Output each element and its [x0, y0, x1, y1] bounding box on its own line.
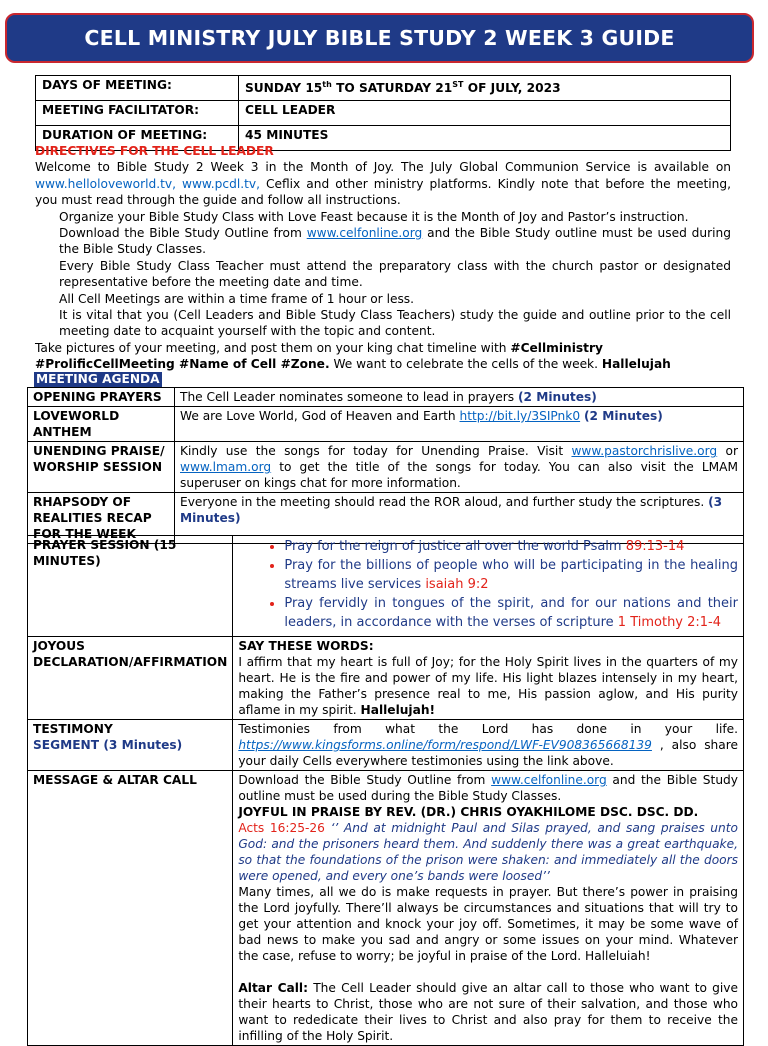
directives-closing: Take pictures of your meeting, and post them on your king chat timeline with #Cellministry #ProlificCellMeeting #Name of Cell #Zone. We want to celebrate the cells of the week. Hallelujah: [35, 340, 671, 372]
prayer-title: PRAYER SESSION (15 MINUTES): [28, 536, 233, 637]
checkbox-glyph-icon: [35, 307, 59, 340]
message-body: Many times, all we do is make requests in prayer. But there’s power in praising the Lord joyfully. There’ll always be circumstances and situations that will try to get your attention and knock your joy off. Sometimes, it may be some wave of bad news to make you sad and angry or some issues on your mind. Whatever the case, refuse to worry; be joyful in praise of the Lord. Halleluiah!: [238, 885, 738, 963]
facilitator-label: MEETING FACILITATOR:: [36, 101, 239, 126]
table-row: [28, 442, 744, 493]
anthem-text: We are Love World, God of Heaven and Earth http://bit.ly/3SIPnk0 (2 Minutes): [175, 407, 744, 442]
lmam-link[interactable]: www.lmam.org: [180, 460, 272, 474]
agenda-label: MEETING AGENDA: [36, 372, 160, 386]
message-text: Download the Bible Study Outline from www.celfonline.org and the Bible Study outline must be used during the Bible Study Classes. JOYFUL IN PRAISE BY REV. (DR.) CHRIS OYAKHILOME DSC. DSC. DD. Acts 16:25-26 ‘’ And at midnight Paul and Silas prayed, and sang praises unto God: and the prisoners heard them. And suddenly there was a great earthquake, so that the foundations of the prison were shaken: and immediately all the doors were opened, and every one’s bands were loosed’’ Many times, all we do is make requests in prayer. But there’s power in praising the Lord joyfully. There’ll always be circumstances and situations that will try to get your attention and knock your joy off. Sometimes, it may be some wave of bad news to make you sad and angry or some issues on your mind. Whatever the case, refuse to worry; be joyful in praise of the Lord. Halleluiah! Altar Call: The Cell Leader should give an altar call to those who want to give their hearts to Christ, those who are not sure of their salvation, and those who want to rededicate their lives to Christ and also pray for them to receive the infilling of the Holy Spirit.: [233, 771, 744, 1046]
message-title: MESSAGE & ALTAR CALL: [28, 771, 233, 1046]
rhapsody-title: RHAPSODY OF REALITIES RECAP FOR THE WEEK: [28, 493, 175, 544]
table-row: [28, 388, 744, 407]
table-row: [36, 76, 731, 101]
celfonline-link[interactable]: www.celfonline.org: [306, 226, 423, 241]
document-title: CELL MINISTRY JULY BIBLE STUDY 2 WEEK 3 GUIDE: [84, 26, 675, 50]
rhapsody-text: Everyone in the meeting should read the ROR aloud, and further study the scriptures. (3 Minutes): [175, 493, 744, 544]
list-item: • Pray fervidly in tongues of the spirit, and for our nations and their leaders, in accordance with the verses of scripture 1 Timothy 2:1-4: [284, 594, 738, 632]
directives-heading: DIRECTIVES FOR THE CELL LEADER: [35, 144, 274, 158]
message-heading: JOYFUL IN PRAISE BY REV. (DR.) CHRIS OYAKHILOME DSC. DSC. DD.: [238, 805, 699, 819]
meeting-details-table: [35, 75, 731, 151]
duration-value: 45 MINUTES: [239, 126, 731, 151]
scripture-quote: Acts 16:25-26 ‘’ And at midnight Paul and Silas prayed, and sang praises unto God: and the prisoners heard them. And suddenly there was a great earthquake, so that the foundations of the prison were shaken: and immediately all the doors were opened, and every one’s bands were loosed’’: [238, 821, 738, 883]
checkbox-glyph-icon: [35, 291, 59, 307]
table-row: [28, 720, 744, 771]
joyous-title: JOYOUS DECLARATION/AFFIRMATION: [28, 637, 233, 720]
opening-text: The Cell Leader nominates someone to lead in prayers (2 Minutes): [175, 388, 744, 407]
prayer-list: [233, 536, 744, 637]
list-item: It is vital that you (Cell Leaders and Bible Study Class Teachers) study the guide and outline prior to the cell meeting date to acquaint yourself with the topic and content.: [35, 307, 731, 340]
list-item: Download the Bible Study Outline from www.celfonline.org and the Bible Study outline must be used during the Bible Study Classes.: [35, 225, 731, 258]
days-value: SUNDAY 15th TO SATURDAY 21ST OF JULY, 2023: [239, 76, 731, 101]
table-row: [36, 101, 731, 126]
platform-links[interactable]: www.helloloveworld.tv, www.pcdl.tv,: [35, 176, 260, 191]
list-item: Every Bible Study Class Teacher must attend the preparatory class with the church pastor or designated representative before the meeting date and time.: [35, 258, 731, 291]
facilitator-value: CELL LEADER: [239, 101, 731, 126]
agenda-table-continued: [27, 535, 744, 1046]
days-label: DAYS OF MEETING:: [36, 76, 239, 101]
joyous-text: SAY THESE WORDS: I affirm that my heart is full of Joy; for the Holy Spirit lives in the quarters of my heart. He is the fire and power of my life. His light blazes intensely in my heart, making the Father’s presence real to me, His passion aglow, and His purity aflame in my spirit. Hallelujah!: [233, 637, 744, 720]
list-item: • Pray for the billions of people who will be participating in the healing streams live services isaiah 9:2: [284, 556, 738, 594]
list-item: • Pray for the reign of justice all over the world Psalm 89:13-14: [284, 537, 738, 556]
directives-intro: Welcome to Bible Study 2 Week 3 in the Month of Joy. The July Global Communion Service is available on www.helloloveworld.tv, www.pcdl.tv, Ceflix and other ministry platforms. Kindly note that before the meeting, you must read through the guide and follow all instructions.: [35, 160, 731, 208]
altar-call: Altar Call: The Cell Leader should give an altar call to those who want to give their hearts to Christ, those who are not sure of their salvation, and those who want to rededicate their lives to Christ and also pray for them to receive the infilling of the Holy Spirit.: [238, 981, 738, 1043]
anthem-title: LOVEWORLD ANTHEM: [28, 407, 175, 442]
list-item: All Cell Meetings are within a time frame of 1 hour or less.: [35, 291, 731, 307]
pastorchrislive-link[interactable]: www.pastorchrislive.org: [571, 444, 718, 458]
checkbox-glyph-icon: [35, 258, 59, 291]
list-item: Organize your Bible Study Class with Love Feast because it is the Month of Joy and Pastor’s instruction.: [35, 209, 731, 225]
testimony-text: Testimonies from what the Lord has done in your life. https://www.kingsforms.online/form/respond/LWF-EV908365668139 , also share your daily Cells everywhere testimonies using the link above.: [233, 720, 744, 771]
table-row: [28, 637, 744, 720]
anthem-link[interactable]: http://bit.ly/3SIPnk0: [459, 409, 581, 423]
opening-title: OPENING PRAYERS: [28, 388, 175, 407]
agenda-table: [27, 387, 744, 544]
table-row: [28, 407, 744, 442]
checkbox-glyph-icon: [35, 225, 59, 258]
celfonline-link[interactable]: www.celfonline.org: [491, 773, 607, 787]
title-banner: [5, 13, 754, 63]
checkbox-glyph-icon: [35, 209, 59, 225]
table-row: [28, 536, 744, 637]
praise-title: UNENDING PRAISE/ WORSHIP SESSION: [28, 442, 175, 493]
directives-section: [35, 143, 731, 373]
kingsforms-link[interactable]: https://www.kingsforms.online/form/respond/LWF-EV908365668139: [238, 738, 652, 752]
praise-text: Kindly use the songs for today for Unending Praise. Visit www.pastorchrislive.org or www.lmam.org to get the title of the songs for today. You can also visit the LMAM superuser on kings chat for more information.: [175, 442, 744, 493]
duration-label: DURATION OF MEETING:: [36, 126, 239, 151]
table-row: [28, 771, 744, 1046]
testimony-title: TESTIMONY SEGMENT (3 Minutes): [28, 720, 233, 771]
